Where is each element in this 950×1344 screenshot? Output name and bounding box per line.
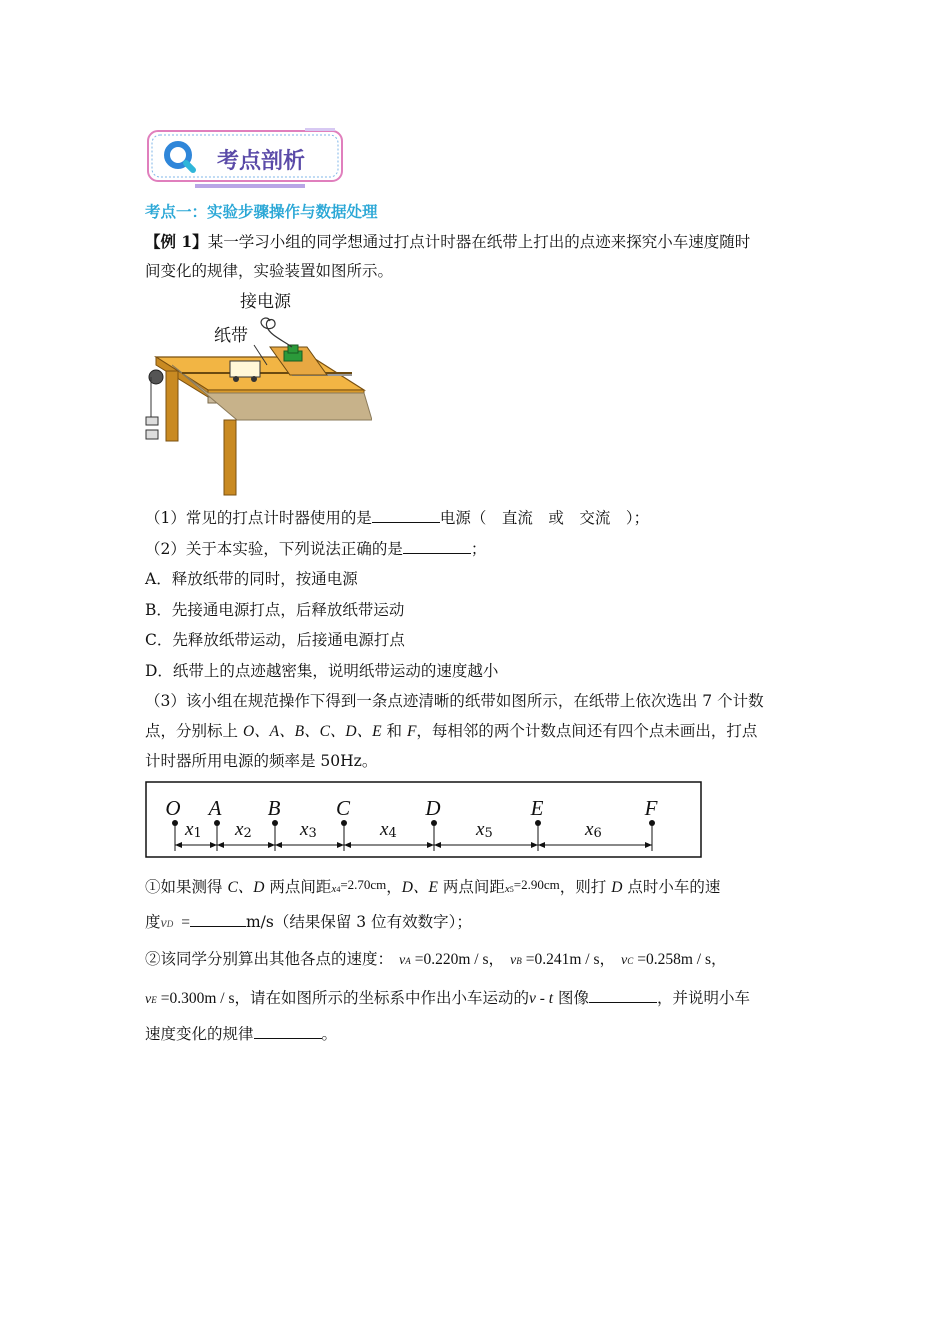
sub1-x5-symbol: x — [504, 883, 510, 895]
segment-label-x3: x3 — [300, 819, 317, 841]
section-title: 考点一：实验步骤操作与数据处理 — [145, 202, 378, 221]
sub2-comma-3: ， — [711, 950, 727, 968]
segment-label-x4: x4 — [380, 819, 397, 841]
sub1-x5-value: =2.90cm — [513, 877, 560, 892]
apparatus-illustration — [142, 285, 372, 500]
option-c: C．先释放纸带运动，后接通电源打点 — [145, 631, 405, 649]
example-intro-line1 — [145, 232, 750, 252]
sub1-points-cd: C、D — [227, 879, 265, 896]
q3-text: 点，分别标上 — [145, 722, 243, 740]
sub2-line2-text: ，请在如图所示的坐标系中作出小车运动的 — [234, 989, 529, 1007]
subquestion-2-line2: vE =0.300m / s，请在如图所示的坐标系中作出小车运动的v - t 图像 ，并说明小车 — [145, 989, 751, 1007]
sub1-equals: = — [181, 914, 190, 931]
sub2-line3-text: 速度变化的规律 — [145, 1025, 254, 1043]
example-number: 【例 1】 — [145, 232, 208, 251]
question-3-line2 — [145, 721, 757, 742]
label-paper-tape: 纸带 — [214, 326, 248, 346]
sub2-va-value: =0.220m / s — [414, 951, 489, 968]
sub2-vc-value: =0.258m / s — [637, 951, 712, 968]
tape-point-d: D — [425, 796, 441, 820]
sub2-text: ②该同学分别算出其他各点的速度： — [145, 950, 394, 968]
question-3-line3: 计时器所用电源的频率是 50Hz。 — [145, 752, 378, 770]
segment-label-x5: x5 — [476, 819, 493, 841]
question-1-prefix: （1）常见的打点计时器使用的是 — [145, 509, 372, 527]
example-intro-text: 某一学习小组的同学想通过打点计时器在纸带上打出的点迹来探究小车速度随时 — [207, 233, 751, 251]
tape-diagram — [145, 781, 702, 858]
section-banner — [145, 127, 345, 191]
question-1-suffix: 电源（ 直流 或 交流 ）； — [439, 509, 650, 527]
sub2-va-sub: A — [405, 956, 411, 966]
segment-label-x1: x1 — [185, 819, 202, 841]
option-a: A．释放纸带的同时，按通电源 — [145, 570, 358, 588]
sub1-point-d: D — [611, 879, 623, 896]
sub1-comma: ， — [386, 878, 402, 896]
tape-point-o: O — [165, 796, 181, 820]
sub1-x4-subscript: 4 — [336, 885, 341, 894]
tape-diagram-svg — [145, 781, 702, 858]
sub2-line2-end: ，并说明小车 — [657, 989, 751, 1007]
q3-text-end: ，每相邻的两个计数点间还有四个点未画出，打点 — [416, 722, 758, 740]
banner-title: 考点剖析 — [217, 149, 306, 174]
sub2-comma-1: ， — [488, 950, 505, 968]
subquestion-2-line1: ②该同学分别算出其他各点的速度： vA =0.220m / s， vB =0.241m / s， vC =0.258m / s， — [145, 950, 727, 968]
apparatus-figure — [142, 285, 372, 500]
tape-point-c: C — [335, 796, 351, 820]
sub1-unit-text: m/s（结果保留 3 位有效数字）； — [245, 913, 472, 931]
sub1-x4-symbol: x — [331, 883, 337, 895]
sub1-text-a: ①如果测得 — [145, 878, 228, 896]
question-2 — [145, 539, 486, 559]
sub1-x5 — [505, 883, 514, 895]
sub1-vd-subscript: D — [166, 919, 174, 929]
subquestion-1-line1 — [145, 875, 720, 900]
sub1-x4-value: =2.70cm — [340, 877, 387, 892]
sub1-text-i: 点时小车的速 — [622, 878, 721, 896]
magnifier-icon — [163, 140, 197, 174]
answer-blank-2[interactable] — [403, 539, 471, 554]
sub2-comma-2: ， — [599, 950, 616, 968]
sub2-period: 。 — [321, 1025, 338, 1043]
q3-point-f: F — [406, 723, 417, 740]
q3-point-letters: O、A、B、C、D、E — [242, 723, 382, 740]
subquestion-2-line3 — [145, 1024, 337, 1044]
option-d: D．纸带上的点迹越密集，说明纸带运动的速度越小 — [145, 662, 499, 680]
sub1-vd-symbol: v — [160, 916, 167, 931]
q3-and: 和 — [381, 722, 407, 740]
sub2-vb-value: =0.241m / s — [525, 951, 600, 968]
sub2-ve-sub: E — [151, 995, 157, 1005]
example-intro-line2: 间变化的规律，实验装置如图所示。 — [145, 262, 394, 280]
answer-blank-graph[interactable] — [589, 988, 657, 1003]
label-power-source: 接电源 — [240, 292, 291, 312]
question-3-line1: （3）该小组在规范操作下得到一条点迹清晰的纸带如图所示，在纸带上依次选出 7 个计数 — [145, 692, 764, 710]
segment-label-x6: x6 — [585, 819, 602, 841]
tape-point-e: E — [530, 796, 544, 820]
sub1-line2-text: 度 — [145, 913, 161, 931]
tape-point-b: B — [267, 796, 281, 820]
sub2-vb-sub: B — [516, 956, 522, 966]
option-b: B．先接通电源打点，后释放纸带运动 — [145, 601, 405, 619]
subquestion-1-line2 — [145, 912, 472, 934]
question-2-suffix: ； — [470, 540, 487, 558]
sub2-vt-symbol: v - t — [529, 990, 554, 1007]
sub1-x5-subscript: 5 — [509, 885, 514, 894]
sub2-graph-text: 图像 — [553, 989, 590, 1007]
sub1-text-f: 两点间距 — [437, 878, 505, 896]
answer-blank-1[interactable] — [372, 508, 440, 523]
sub2-ve-value: =0.300m / s — [160, 990, 235, 1007]
sub1-x4 — [331, 883, 340, 895]
answer-blank-vd[interactable] — [190, 912, 246, 927]
question-2-prefix: （2）关于本实验，下列说法正确的是 — [145, 540, 403, 558]
segment-label-x2: x2 — [235, 819, 252, 841]
tape-point-f: F — [644, 796, 658, 820]
tape-point-a: A — [208, 796, 222, 820]
sub2-vc-sub: C — [627, 956, 634, 966]
sub1-text-c: 两点间距 — [264, 878, 332, 896]
question-1 — [145, 508, 649, 528]
sub1-text-g: ，则打 — [559, 878, 612, 896]
answer-blank-rule[interactable] — [254, 1024, 322, 1039]
sub1-points-de: D、E — [401, 879, 438, 896]
